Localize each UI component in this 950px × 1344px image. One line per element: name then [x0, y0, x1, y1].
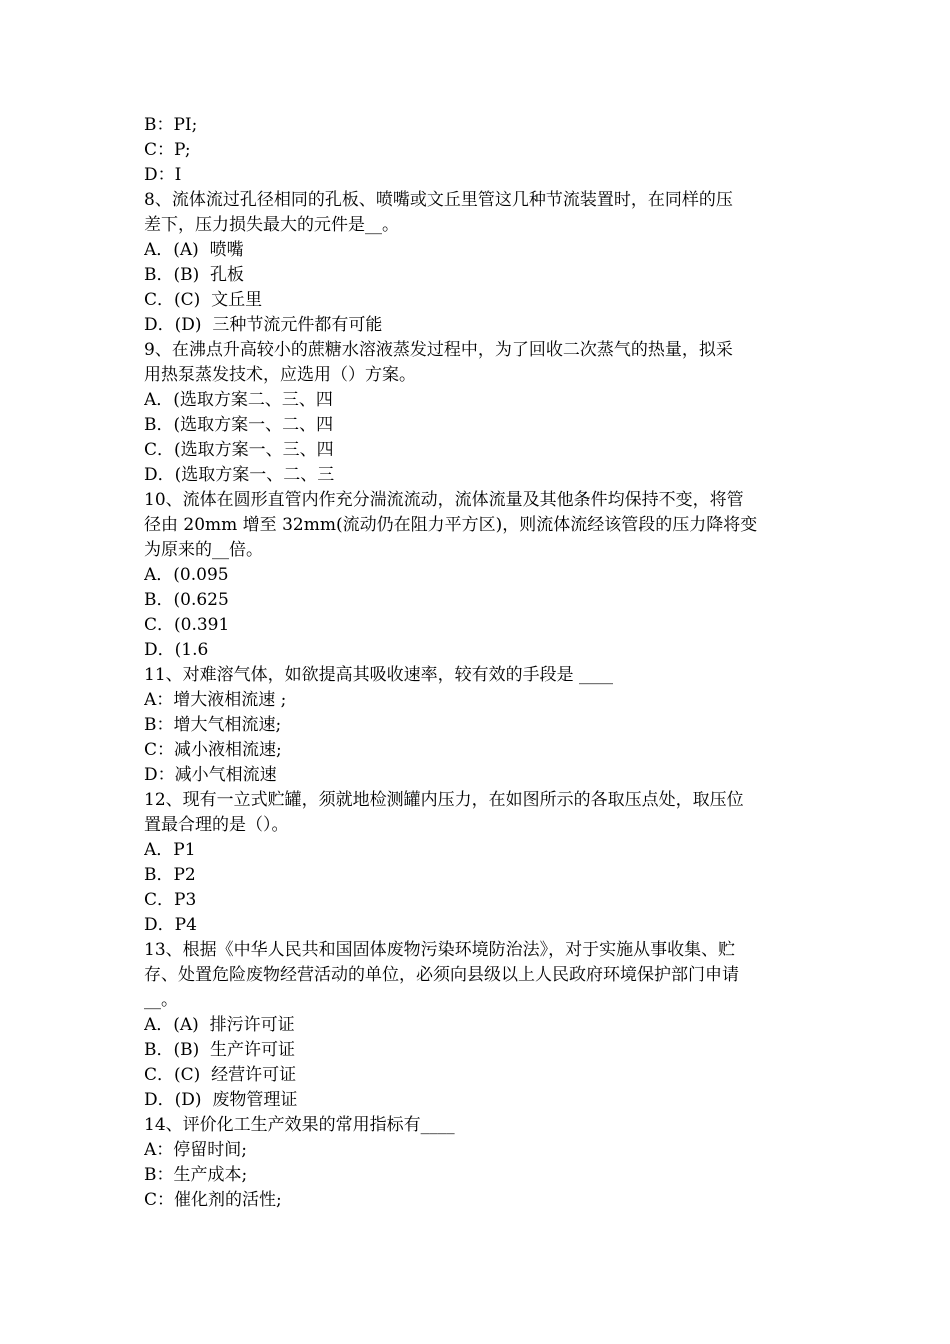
answer-option: D．(D) 三种节流元件都有可能 [144, 315, 383, 335]
answer-option: A．(选取方案二、三、四 [144, 390, 333, 410]
answer-option: C．P3 [144, 890, 197, 910]
answer-option: C．(C) 文丘里 [144, 290, 263, 310]
answer-option: C：减小液相流速; [144, 740, 282, 760]
question-stem: 12、现有一立式贮罐，须就地检测罐内压力，在如图所示的各取压点处，取压位 置最合理的是（）。 [144, 790, 744, 835]
answer-option: A：停留时间; [144, 1140, 248, 1160]
answer-option: B．(选取方案一、二、四 [144, 415, 334, 435]
answer-option: A．(0.095 [144, 565, 229, 585]
answer-option: B：增大气相流速; [144, 715, 282, 735]
question-stem: 10、流体在圆形直管内作充分湍流流动，流体流量及其他条件均保持不变，将管 径由 20mm 增至 32mm(流动仍在阻力平方区)，则流体流经该管段的压力降将变 为原来的__倍。 [144, 490, 758, 560]
answer-option: A．P1 [144, 840, 196, 860]
question-stem: 9、在沸点升高较小的蔗糖水溶液蒸发过程中，为了回收二次蒸气的热量，拟采 用热泵蒸发技术，应选用（）方案。 [144, 340, 733, 385]
answer-option: B．(B) 生产许可证 [144, 1040, 296, 1060]
answer-option: B．P2 [144, 865, 196, 885]
answer-option: B．(B) 孔板 [144, 265, 245, 285]
answer-option: D：减小气相流速 [144, 765, 277, 785]
question-stem: 11、对难溶气体，如欲提高其吸收速率，较有效的手段是 ____ [144, 665, 614, 685]
answer-option: A．(A) 喷嘴 [144, 240, 244, 260]
answer-option: D．P4 [144, 915, 197, 935]
document-page [144, 113, 808, 1213]
answer-option: B：生产成本; [144, 1165, 248, 1185]
answer-option: D．(1.6 [144, 640, 209, 660]
answer-option: A．(A) 排污许可证 [144, 1015, 295, 1035]
answer-option: C．(C) 经营许可证 [144, 1065, 297, 1085]
answer-option: A：增大液相流速 ; [144, 690, 287, 710]
answer-option: C．(0.391 [144, 615, 230, 635]
answer-option: D．(选取方案一、二、三 [144, 465, 335, 485]
answer-option: B．(0.625 [144, 590, 229, 610]
answer-option: D：I [144, 165, 182, 185]
answer-option: C：催化剂的活性; [144, 1190, 282, 1210]
question-stem: 14、评价化工生产效果的常用指标有____ [144, 1115, 455, 1135]
answer-option: C．(选取方案一、三、四 [144, 440, 334, 460]
answer-option: C：P; [144, 140, 191, 160]
question-stem: 8、流体流过孔径相同的孔板、喷嘴或文丘里管这几种节流装置时，在同样的压 差下，压力损失最大的元件是__。 [144, 190, 733, 235]
answer-option: B：PI; [144, 115, 198, 135]
question-stem: 13、根据《中华人民共和国固体废物污染环境防治法》，对于实施从事收集、贮 存、处置危险废物经营活动的单位，必须向县级以上人民政府环境保护部门申请 __。 [144, 940, 739, 1010]
answer-option: D．(D) 废物管理证 [144, 1090, 298, 1110]
